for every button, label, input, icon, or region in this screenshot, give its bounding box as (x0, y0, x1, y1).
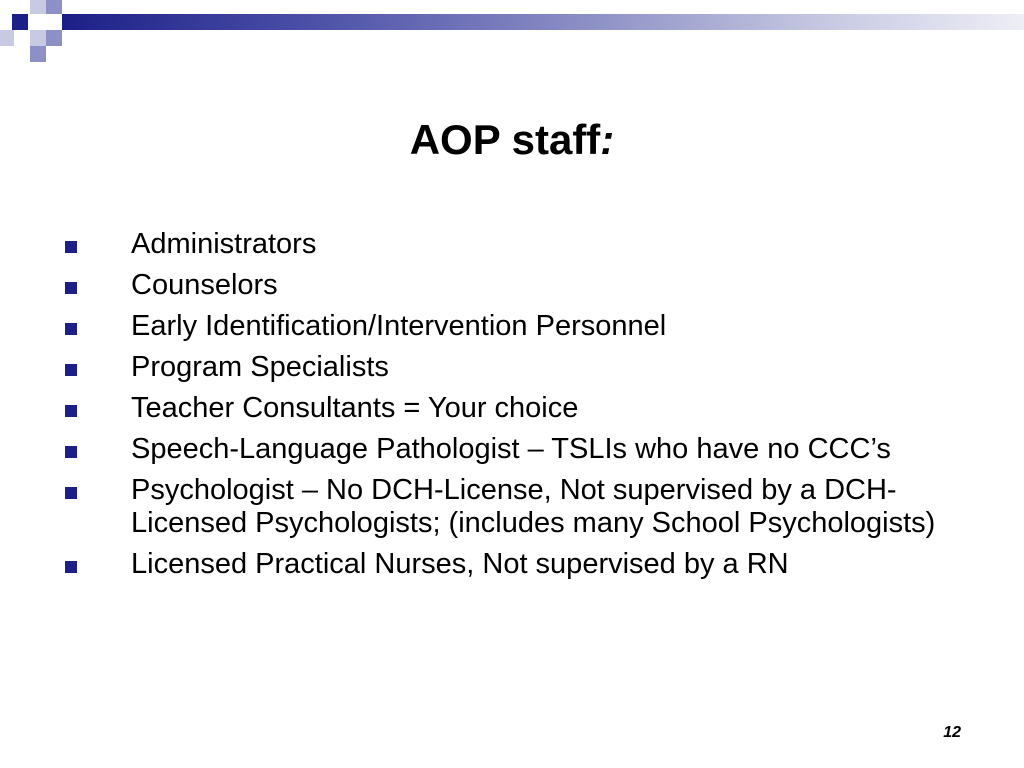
bullet-item (0, 310, 1024, 343)
deco-square (12, 14, 28, 30)
square-bullet-icon (65, 282, 77, 294)
deco-square (30, 30, 46, 46)
slide-title (0, 112, 1024, 168)
deco-square (30, 46, 46, 62)
header-decoration (0, 0, 1024, 70)
bullet-text: Administrators (131, 228, 317, 260)
bullet-item (0, 351, 1024, 384)
square-bullet-icon (65, 487, 77, 499)
bullet-item (0, 392, 1024, 425)
bullet-list (0, 228, 1024, 589)
square-bullet-icon (65, 241, 77, 253)
title-text: AOP staff (409, 116, 601, 163)
bullet-item (0, 548, 1024, 581)
bullet-text: Teacher Consultants = Your choice (131, 392, 579, 424)
deco-square (30, 0, 46, 14)
bullet-item (0, 228, 1024, 261)
bullet-text: Counselors (131, 269, 278, 301)
bullet-text: Program Specialists (131, 351, 389, 383)
deco-square (0, 30, 14, 46)
bullet-text: Psychologist – No DCH-License, Not supervised by a DCH- Licensed Psychologists; (includes many School Psychologists) (131, 474, 936, 539)
square-bullet-icon (65, 446, 77, 458)
deco-square (46, 30, 62, 46)
bullet-text: Early Identification/Intervention Personnel (131, 310, 667, 342)
square-bullet-icon (65, 323, 77, 335)
bullet-text: Speech-Language Pathologist – TSLIs who have no CCC’s (131, 433, 891, 465)
bullet-text: Licensed Practical Nurses, Not supervised by a RN (131, 548, 789, 580)
header-gradient-bar (62, 14, 1024, 30)
square-bullet-icon (65, 364, 77, 376)
bullet-item (0, 474, 1024, 540)
bullet-item (0, 269, 1024, 302)
bullet-item (0, 433, 1024, 466)
square-bullet-icon (65, 561, 77, 573)
title-colon: : (600, 116, 615, 163)
page-number: 12 (943, 724, 961, 741)
square-bullet-icon (65, 405, 77, 417)
deco-square (46, 0, 62, 14)
